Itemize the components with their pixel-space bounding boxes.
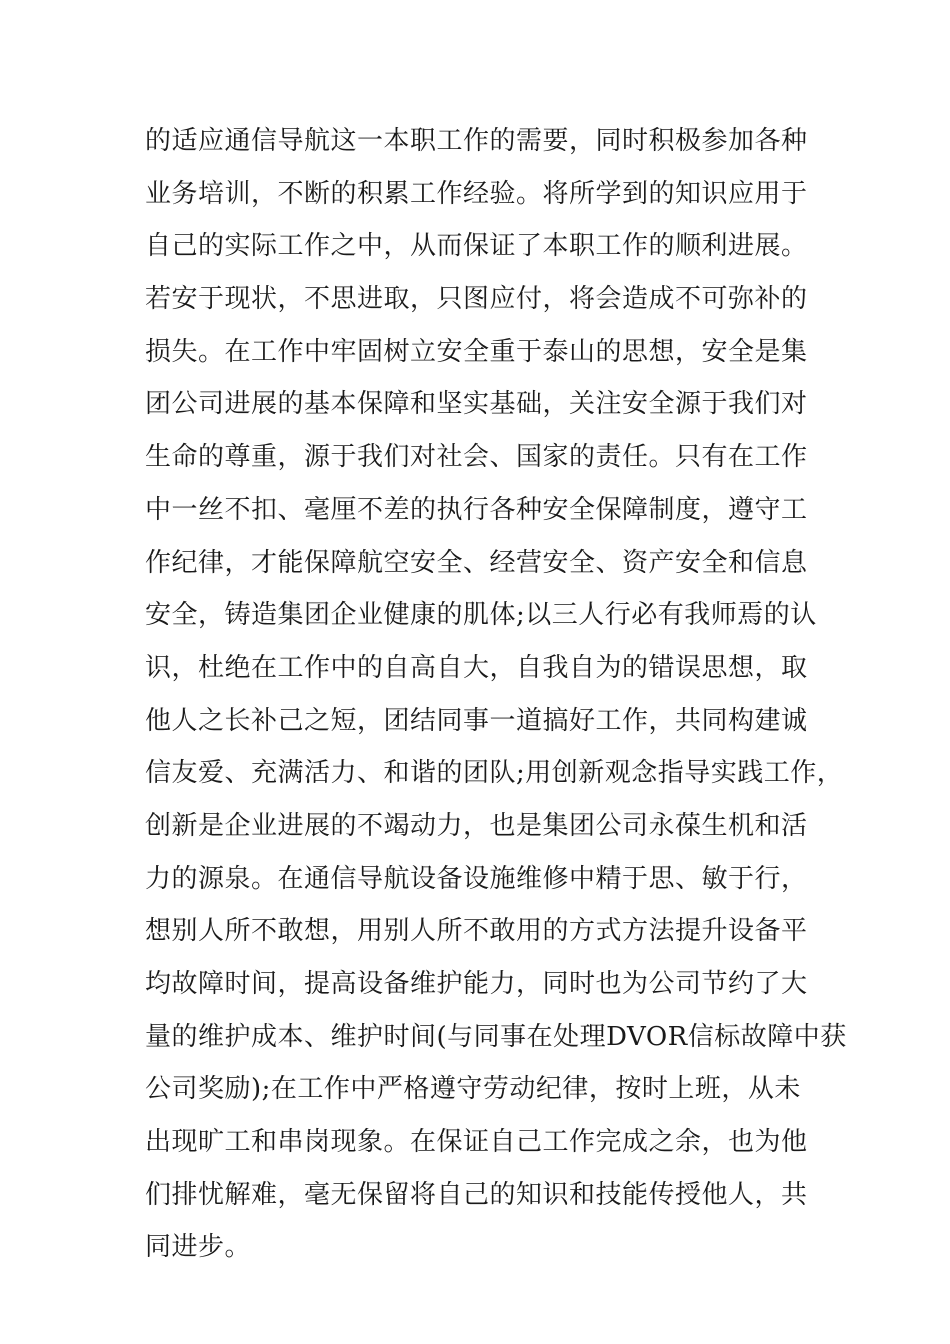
text-line: 生命的尊重，源于我们对社会、国家的责任。只有在工作: [145, 442, 808, 473]
text-line: 识，杜绝在工作中的自高自大，自我自为的错误思想，取: [145, 652, 808, 683]
text-line: 量的维护成本、维护时间(与同事在处理DVOR信标故障中获: [145, 1021, 847, 1052]
text-line: 们排忧解难，毫无保留将自己的知识和技能传授他人，共: [145, 1179, 808, 1210]
text-line: 安全，铸造集团企业健康的肌体;以三人行必有我师焉的认: [145, 600, 817, 631]
text-line: 作纪律，才能保障航空安全、经营安全、资产安全和信息: [145, 547, 808, 578]
text-line: 信友爱、充满活力、和谐的团队;用创新观念指导实践工作，: [145, 758, 844, 789]
text-line: 若安于现状，不思进取，只图应付，将会造成不可弥补的: [145, 284, 808, 315]
text-line: 自己的实际工作之中，从而保证了本职工作的顺利进展。: [145, 231, 808, 262]
text-line: 出现旷工和串岗现象。在保证自己工作完成之余，也为他: [145, 1127, 808, 1158]
text-line: 团公司进展的基本保障和坚实基础，关注安全源于我们对: [145, 389, 808, 420]
body-paragraph: [145, 126, 845, 1285]
text-line: 业务培训，不断的积累工作经验。将所学到的知识应用于: [145, 178, 808, 209]
text-line: 公司奖励);在工作中严格遵守劳动纪律，按时上班，从未: [145, 1074, 801, 1105]
text-line: 均故障时间，提高设备维护能力，同时也为公司节约了大: [145, 969, 808, 999]
text-line: 力的源泉。在通信导航设备设施维修中精于思、敏于行，: [145, 863, 808, 894]
text-line: 中一丝不扣、毫厘不差的执行各种安全保障制度，遵守工: [145, 494, 808, 525]
text-line: 他人之长补己之短，团结同事一道搞好工作，共同构建诚: [145, 705, 808, 736]
text-line: 的适应通信导航这一本职工作的需要，同时积极参加各种: [145, 126, 808, 156]
text-line: 同进步。: [145, 1232, 252, 1263]
text-line: 创新是企业进展的不竭动力，也是集团公司永葆生机和活: [145, 810, 808, 841]
text-line: 想别人所不敢想，用别人所不敢用的方式方法提升设备平: [145, 916, 808, 947]
text-line: 损失。在工作中牢固树立安全重于泰山的思想，安全是集: [145, 336, 808, 367]
